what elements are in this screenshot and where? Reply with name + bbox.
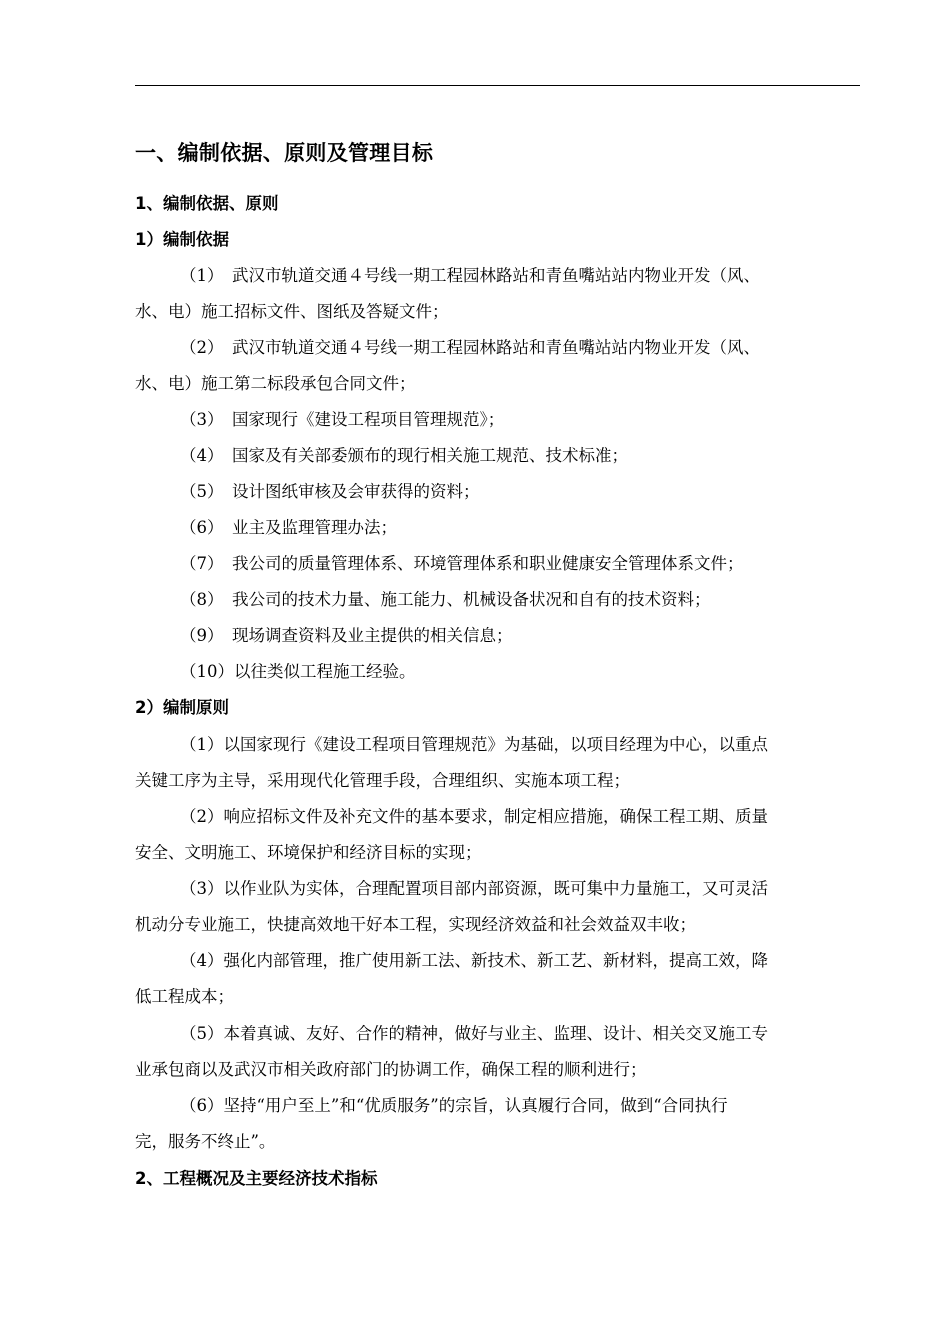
section-heading-2: 2、工程概况及主要经济技术指标	[135, 1169, 378, 1188]
list-item	[180, 334, 760, 358]
subsection-heading-principles: 2）编制原则	[135, 698, 229, 717]
list-item	[180, 550, 744, 574]
item-text: 国家及有关部委颁布的现行相关施工规范、技术标准；	[232, 446, 628, 465]
item-text: 现场调查资料及业主提供的相关信息；	[232, 626, 513, 645]
item-text: 国家现行《建设工程项目管理规范》；	[232, 410, 505, 429]
item-number: （5）	[180, 482, 224, 501]
list-item	[180, 622, 513, 646]
list-item	[180, 514, 397, 538]
item-number: （10）	[180, 662, 234, 681]
paragraph-continuation: 机动分专业施工，快捷高效地干好本工程，实现经济效益和社会效益双丰收；	[135, 915, 696, 934]
item-text: 以往类似工程施工经验。	[234, 662, 416, 681]
paragraph-continuation: 关键工序为主导，采用现代化管理手段，合理组织、实施本项工程；	[135, 771, 630, 790]
item-number: （9）	[180, 626, 224, 645]
paragraph-continuation: 低工程成本；	[135, 987, 234, 1006]
item-number: （6）	[180, 518, 224, 537]
list-item	[180, 406, 504, 430]
paragraph-continuation: 业承包商以及武汉市相关政府部门的协调工作，确保工程的顺利进行；	[135, 1060, 647, 1079]
paragraph-continuation: 完，服务不终止”。	[135, 1132, 276, 1151]
subsection-heading-basis: 1）编制依据	[135, 230, 229, 249]
list-item	[180, 262, 760, 286]
list-item	[180, 658, 416, 682]
item-number: （1）	[180, 266, 224, 285]
item-number: （8）	[180, 590, 224, 609]
paragraph-line: （5）本着真诚、友好、合作的精神，做好与业主、监理、设计、相关交叉施工专	[180, 1024, 768, 1043]
item-text: 武汉市轨道交通４号线一期工程园林路站和青鱼嘴站站内物业开发（风、	[232, 338, 760, 357]
list-item	[180, 442, 628, 466]
paragraph-line: （3）以作业队为实体，合理配置项目部内部资源，既可集中力量施工，又可灵活	[180, 879, 768, 898]
item-number: （3）	[180, 410, 224, 429]
item-number: （2）	[180, 338, 224, 357]
header-rule	[135, 85, 860, 86]
item-text: 我公司的质量管理体系、环境管理体系和职业健康安全管理体系文件；	[232, 554, 744, 573]
item-number: （7）	[180, 554, 224, 573]
paragraph-continuation: 安全、文明施工、环境保护和经济目标的实现；	[135, 843, 482, 862]
list-item	[180, 478, 480, 502]
paragraph-line: （4）强化内部管理，推广使用新工法、新技术、新工艺、新材料，提高工效，降	[180, 951, 768, 970]
paragraph-line: （6）坚持“用户至上”和“优质服务”的宗旨，认真履行合同，做到“合同执行	[180, 1096, 728, 1115]
list-item-continuation: 水、电）施工第二标段承包合同文件；	[135, 374, 416, 393]
item-text: 业主及监理管理办法；	[232, 518, 397, 537]
item-text: 设计图纸审核及会审获得的资料；	[232, 482, 480, 501]
paragraph-line: （2）响应招标文件及补充文件的基本要求，制定相应措施，确保工程工期、质量	[180, 807, 768, 826]
section-heading-1: 1、编制依据、原则	[135, 194, 279, 213]
paragraph-line: （1）以国家现行《建设工程项目管理规范》为基础，以项目经理为中心，以重点	[180, 735, 768, 754]
page-title: 一、编制依据、原则及管理目标	[135, 141, 434, 165]
item-text: 我公司的技术力量、施工能力、机械设备状况和自有的技术资料；	[232, 590, 711, 609]
item-text: 武汉市轨道交通４号线一期工程园林路站和青鱼嘴站站内物业开发（风、	[232, 266, 760, 285]
item-number: （4）	[180, 446, 224, 465]
list-item-continuation: 水、电）施工招标文件、图纸及答疑文件；	[135, 302, 449, 321]
list-item	[180, 586, 711, 610]
